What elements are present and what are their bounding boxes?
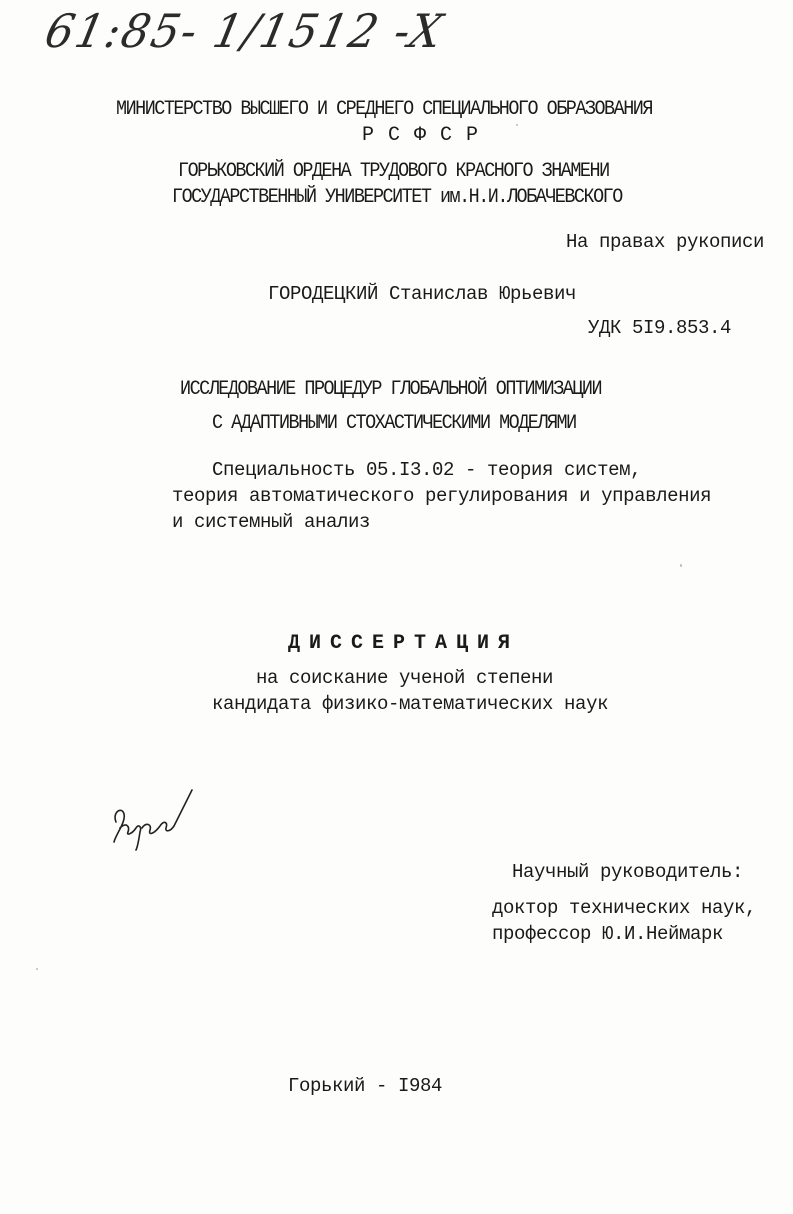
- specialty-line-1: Специальность 05.I3.02 - теория систем,: [212, 459, 642, 481]
- ministry-line-1: МИНИСТЕРСТВО ВЫСШЕГО И СРЕДНЕГО СПЕЦИАЛЬНОГО ОБРАЗОВАНИЯ: [116, 98, 652, 121]
- place-and-year: Горький - I984: [288, 1075, 443, 1097]
- ministry-line-2: Р С Ф С Р: [362, 124, 480, 147]
- rights-note: На правах рукописи: [566, 231, 765, 253]
- paper-speck: [680, 564, 682, 567]
- university-line-1: ГОРЬКОВСКИЙ ОРДЕНА ТРУДОВОГО КРАСНОГО ЗНАМЕНИ: [178, 160, 609, 183]
- supervisor-degree: доктор технических наук,: [492, 897, 757, 919]
- handwritten-catalog-number: 61:85- 1/1512 -X: [40, 4, 449, 58]
- university-line-2: ГОСУДАРСТВЕННЫЙ УНИВЕРСИТЕТ им.Н.И.ЛОБАЧЕВСКОГО: [172, 186, 622, 209]
- paper-speck: [36, 968, 38, 970]
- dissertation-heading: ДИССЕРТАЦИЯ: [288, 632, 520, 655]
- author-name: ГОРОДЕЦКИЙ Станислав Юрьевич: [268, 283, 577, 305]
- dissertation-line-1: на соискание ученой степени: [256, 667, 554, 689]
- specialty-line-2: теория автоматического регулирования и управления: [172, 485, 712, 507]
- title-line-1: ИССЛЕДОВАНИЕ ПРОЦЕДУР ГЛОБАЛЬНОЙ ОПТИМИЗАЦИИ: [180, 378, 602, 401]
- supervisor-name: профессор Ю.И.Неймарк: [492, 923, 724, 945]
- udc-code: УДК 5I9.853.4: [588, 317, 732, 339]
- paper-speck: [516, 124, 518, 126]
- handwritten-signature: [108, 782, 218, 852]
- specialty-line-3: и системный анализ: [172, 511, 371, 533]
- dissertation-line-2: кандидата физико-математических наук: [212, 693, 609, 715]
- supervisor-label: Научный руководитель:: [512, 861, 744, 883]
- title-line-2: С АДАПТИВНЫМИ СТОХАСТИЧЕСКИМИ МОДЕЛЯМИ: [212, 412, 576, 435]
